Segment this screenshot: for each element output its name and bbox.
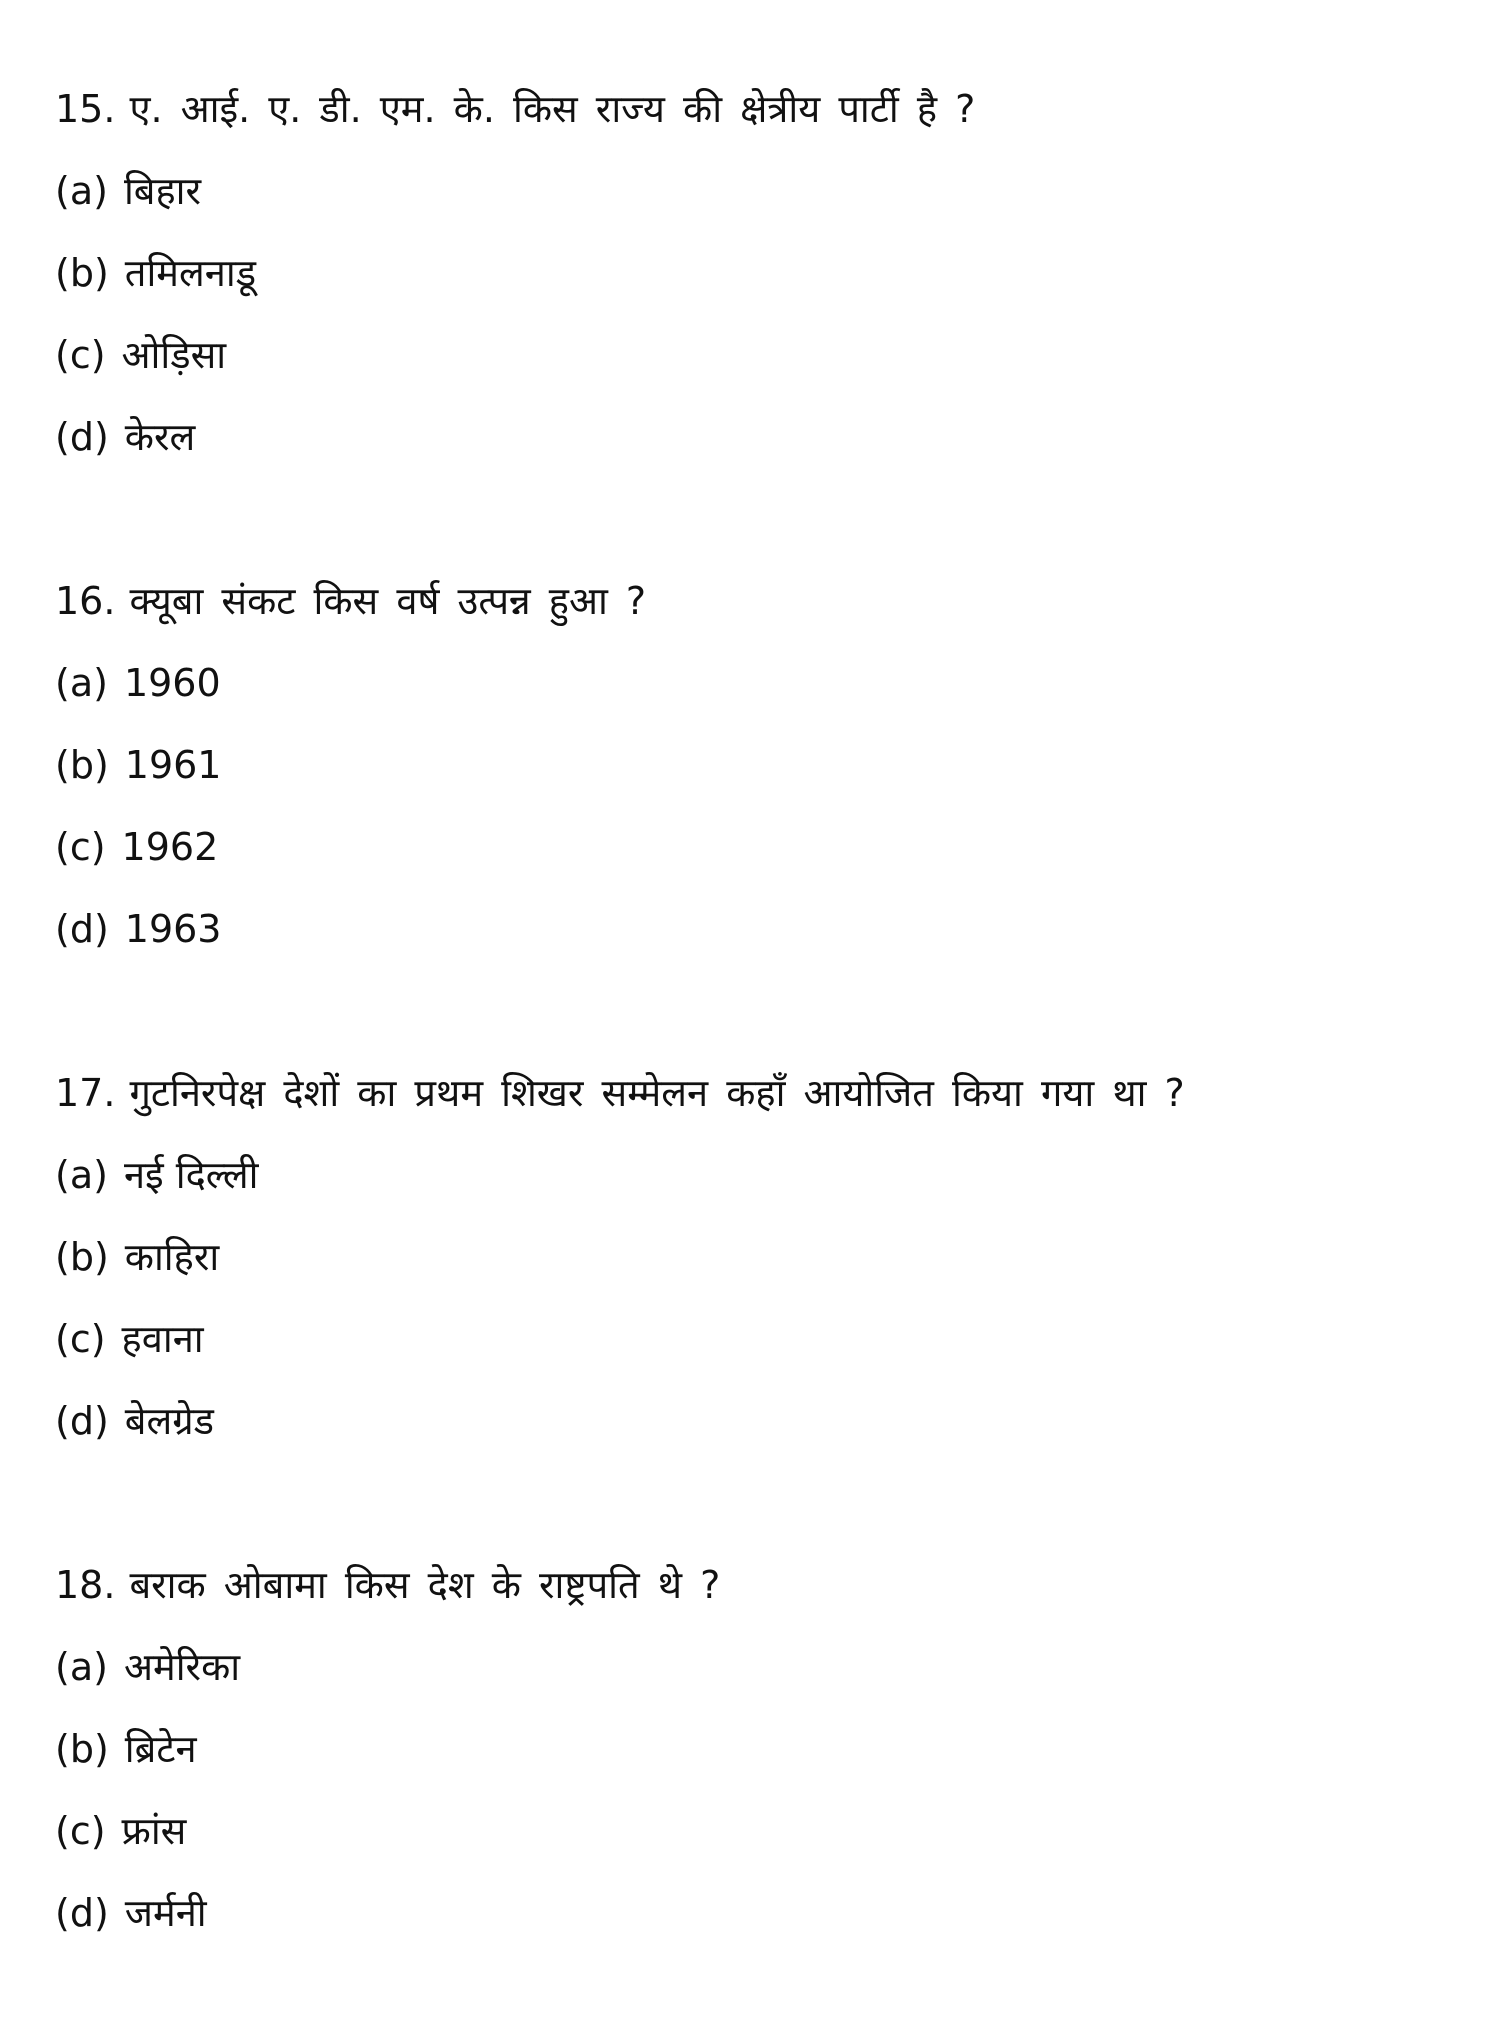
option-letter: (d) bbox=[55, 1891, 109, 1935]
option-letter: (c) bbox=[55, 1317, 106, 1361]
option-letter: (d) bbox=[55, 907, 109, 951]
option-text: 1960 bbox=[123, 661, 221, 705]
option-letter: (d) bbox=[55, 415, 109, 459]
option-letter: (b) bbox=[55, 1727, 109, 1771]
question-line bbox=[55, 68, 1455, 150]
option-letter: (b) bbox=[55, 1235, 109, 1279]
option-text: केरल bbox=[124, 415, 196, 459]
option-letter: (a) bbox=[55, 1153, 108, 1197]
option-c bbox=[55, 806, 1455, 888]
option-text: नई दिल्ली bbox=[123, 1153, 259, 1197]
option-text: तमिलनाडू bbox=[124, 251, 257, 295]
option-b bbox=[55, 232, 1455, 314]
option-b bbox=[55, 724, 1455, 806]
option-text: 1962 bbox=[121, 825, 219, 869]
option-text: ओड़िसा bbox=[121, 333, 227, 377]
option-text: हवाना bbox=[121, 1317, 204, 1361]
option-c bbox=[55, 314, 1455, 396]
option-a bbox=[55, 642, 1455, 724]
option-text: अमेरिका bbox=[123, 1645, 241, 1689]
option-a bbox=[55, 150, 1455, 232]
question-number: 17. bbox=[55, 1071, 116, 1115]
option-d bbox=[55, 1872, 1455, 1954]
option-b bbox=[55, 1216, 1455, 1298]
option-letter: (c) bbox=[55, 1809, 106, 1853]
option-a bbox=[55, 1626, 1455, 1708]
option-d bbox=[55, 888, 1455, 970]
option-a bbox=[55, 1134, 1455, 1216]
option-c bbox=[55, 1298, 1455, 1380]
question-block bbox=[55, 1052, 1455, 1462]
option-letter: (b) bbox=[55, 251, 109, 295]
option-text: ब्रिटेन bbox=[124, 1727, 197, 1771]
question-text: बराक ओबामा किस देश के राष्ट्रपति थे ? bbox=[129, 1563, 721, 1607]
question-block bbox=[55, 560, 1455, 970]
option-b bbox=[55, 1708, 1455, 1790]
option-text: जर्मनी bbox=[124, 1891, 207, 1935]
question-number: 15. bbox=[55, 87, 116, 131]
option-text: 1963 bbox=[124, 907, 222, 951]
question-line bbox=[55, 1052, 1455, 1134]
option-text: फ्रांस bbox=[121, 1809, 187, 1853]
option-letter: (a) bbox=[55, 1645, 108, 1689]
option-text: 1961 bbox=[124, 743, 222, 787]
question-text: गुटनिरपेक्ष देशों का प्रथम शिखर सम्मेलन कहाँ आयोजित किया गया था ? bbox=[129, 1071, 1185, 1115]
option-letter: (c) bbox=[55, 825, 106, 869]
option-letter: (b) bbox=[55, 743, 109, 787]
option-text: काहिरा bbox=[124, 1235, 220, 1279]
question-line bbox=[55, 1544, 1455, 1626]
option-d bbox=[55, 396, 1455, 478]
option-letter: (a) bbox=[55, 169, 108, 213]
option-text: बेलग्रेड bbox=[124, 1399, 215, 1443]
question-text: क्यूबा संकट किस वर्ष उत्पन्न हुआ ? bbox=[129, 579, 647, 623]
question-block bbox=[55, 1544, 1455, 1954]
option-text: बिहार bbox=[123, 169, 202, 213]
question-line bbox=[55, 560, 1455, 642]
question-number: 16. bbox=[55, 579, 116, 623]
option-letter: (d) bbox=[55, 1399, 109, 1443]
question-number: 18. bbox=[55, 1563, 116, 1607]
option-letter: (c) bbox=[55, 333, 106, 377]
option-letter: (a) bbox=[55, 661, 108, 705]
option-c bbox=[55, 1790, 1455, 1872]
option-d bbox=[55, 1380, 1455, 1462]
question-text: ए. आई. ए. डी. एम. के. किस राज्य की क्षेत्रीय पार्टी है ? bbox=[129, 87, 976, 131]
question-block bbox=[55, 68, 1455, 478]
